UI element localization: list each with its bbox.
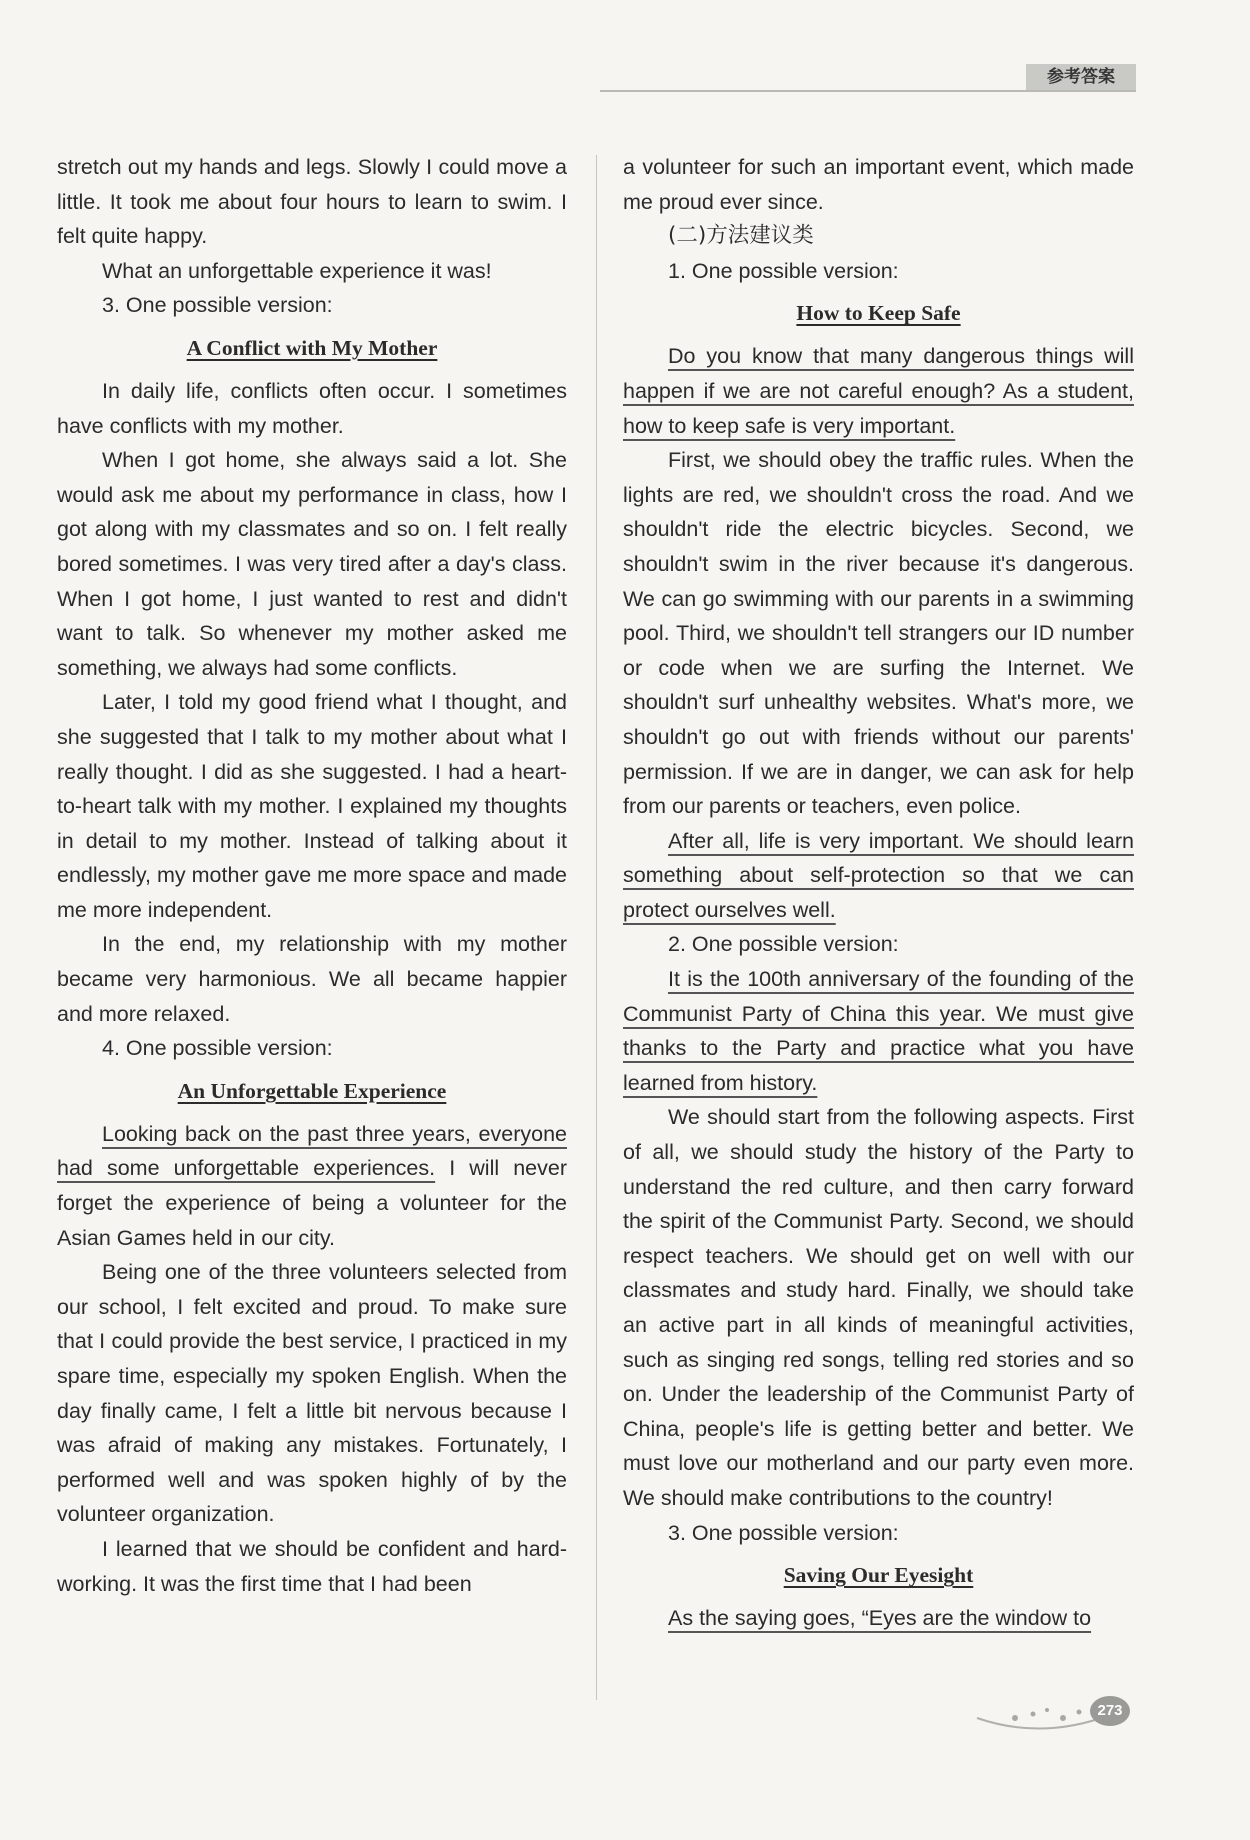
paragraph: [623, 339, 1134, 443]
paragraph: [623, 1601, 1134, 1636]
essay-title: Saving Our Eyesight: [783, 1563, 974, 1588]
section-heading: (二)方法建议类: [668, 223, 814, 249]
essay-title: A Conflict with My Mother: [186, 335, 438, 360]
paragraph: In daily life, conflicts often occur. I sometimes have conflicts with my mother.: [57, 378, 567, 438]
essay-title: How to Keep Safe: [796, 301, 961, 326]
page-number: 273: [1090, 1696, 1130, 1726]
essay-title: An Unforgettable Experience: [177, 1078, 447, 1103]
paragraph: a volunteer for such an important event, which made me proud ever since.: [623, 155, 1134, 214]
underlined-sentence: Do you know that many dangerous things will happen if we are not careful enough? As a student, how to keep safe is very important.: [623, 344, 1134, 438]
paragraph: When I got home, she always said a lot. She would ask me about my performance in class, how I got along with my classmates and so on. I felt really bored sometimes. I was very tired after a day's class. When I got home, I just wanted to rest and didn't want to talk. So whenever my mother asked me something, we always had some conflicts.: [57, 448, 567, 680]
paragraph: stretch out my hands and legs. Slowly I could move a little. It took me about four hours to learn to swim. I felt quite happy.: [57, 155, 567, 249]
paragraph: What an unforgettable experience it was!: [102, 258, 492, 283]
right-column: [623, 150, 1134, 1636]
paragraph: In the end, my relationship with my mother became very harmonious. We all became happier and more relaxed.: [57, 932, 567, 1026]
paragraph: First, we should obey the traffic rules. When the lights are red, we shouldn't cross the road. And we shouldn't ride the electric bicycles. Second, we shouldn't swim in the river because it's dangerous. We can go swimming with our parents in a swimming pool. Third, we shouldn't tell strangers our ID number or code when we are surfing the Internet. We shouldn't surf unhealthy websites. What's more, we shouldn't go out with friends without our parents' permission. If we are in danger, we can ask for help from our parents or teachers, even police.: [623, 448, 1134, 819]
version-label: 3. One possible version:: [668, 1520, 899, 1545]
version-label: 2. One possible version:: [668, 932, 899, 957]
paragraph: [623, 824, 1134, 928]
header-answer-tag: 参考答案: [1026, 64, 1136, 90]
underlined-sentence: After all, life is very important. We should learn something about self-protection so that we can protect ourselves well.: [623, 828, 1134, 922]
paragraph: Being one of the three volunteers selected from our school, I felt excited and proud. To make sure that I could provide the best service, I practiced in my spare time, especially my spoken English. When the day finally came, I felt a little bit nervous because I was afraid of making any mistakes. Fortunately, I performed well and was spoken highly of by the volunteer organization.: [57, 1260, 567, 1527]
underlined-sentence: It is the 100th anniversary of the founding of the Communist Party of China this year. We must give thanks to the Party and practice what you have learned from history.: [623, 967, 1134, 1095]
version-label: 1. One possible version:: [668, 258, 899, 283]
version-label: 3. One possible version:: [102, 293, 333, 318]
underlined-sentence: As the saying goes, “Eyes are the window to: [668, 1606, 1092, 1631]
paragraph: I learned that we should be confident and hard-working. It was the first time that I had been: [57, 1536, 567, 1596]
header-rule: [600, 90, 1136, 92]
underlined-sentence: Looking back on the past three years, everyone had some unforgettable experiences.: [57, 1121, 567, 1181]
paragraph-text: I will never forget the experience of being a volunteer for the Asian Games held in our city.: [57, 1156, 567, 1250]
left-column: [57, 150, 567, 1601]
paragraph: We should start from the following aspects. First of all, we should study the history of the Party to understand the red culture, and then carry forward the spirit of the Communist Party. Second, we should respect teachers. We should get on well with our classmates and study hard. Finally, we should take an active part in all kinds of meaningful activities, such as singing red songs, telling red stories and so on. Under the leadership of the Communist Party of China, people's life is getting better and better. We must love our motherland and our party even more. We should make contributions to the country!: [623, 1105, 1134, 1510]
paragraph: [57, 1117, 567, 1255]
version-label: 4. One possible version:: [102, 1036, 333, 1061]
column-divider: [596, 155, 597, 1700]
paragraph: [623, 962, 1134, 1100]
paragraph: Later, I told my good friend what I thought, and she suggested that I talk to my mother about what I really thought. I did as she suggested. I had a heart-to-heart talk with my mother. I explained my thoughts in detail to my mother. Instead of talking about it endlessly, my mother gave me more space and made me more independent.: [57, 690, 567, 922]
